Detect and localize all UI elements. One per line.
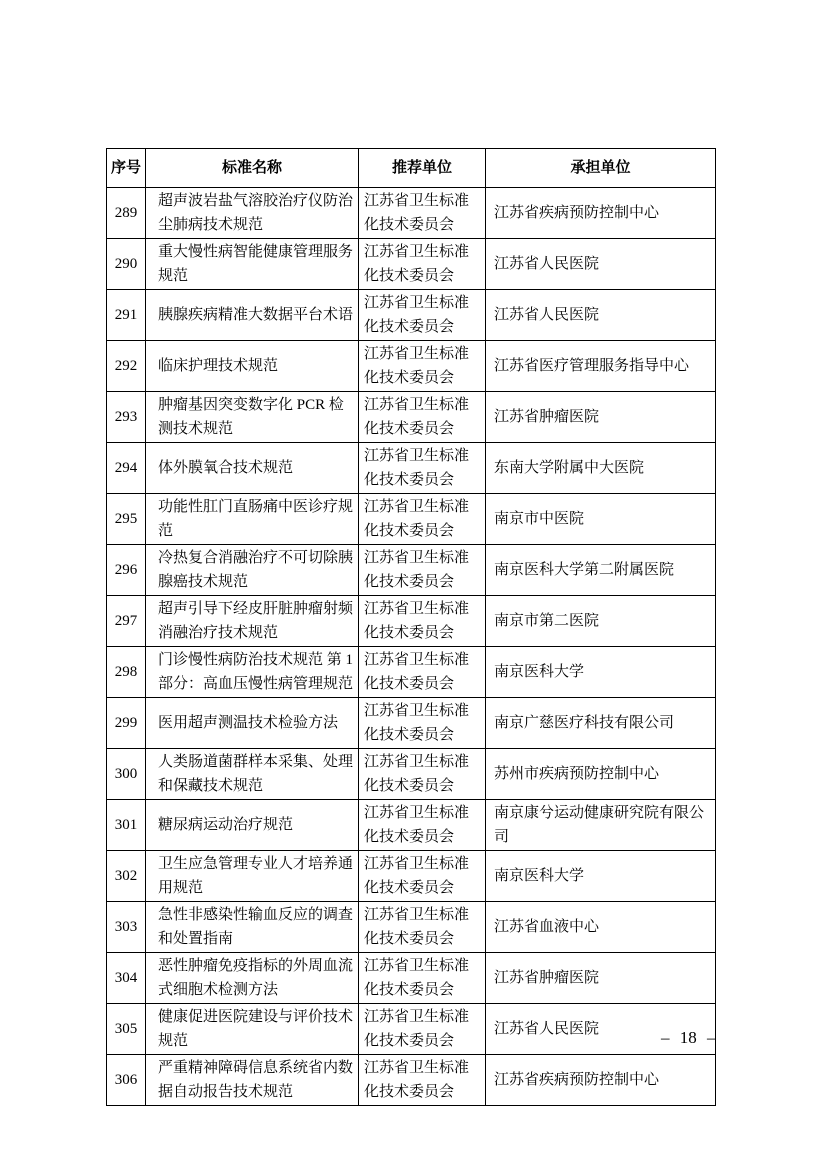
table-row — [107, 392, 716, 443]
cell-undertaking-unit: 江苏省血液中心 — [486, 902, 716, 953]
cell-serial-number: 304 — [107, 953, 146, 1004]
table-row — [107, 239, 716, 290]
cell-standard-name: 肿瘤基因突变数字化 PCR 检测技术规范 — [146, 392, 359, 443]
header-serial-number: 序号 — [107, 149, 146, 188]
cell-standard-name: 严重精神障碍信息系统省内数据自动报告技术规范 — [146, 1055, 359, 1106]
table-row — [107, 290, 716, 341]
cell-recommending-unit: 江苏省卫生标准化技术委员会 — [359, 443, 486, 494]
page-number: – 18 – — [661, 1028, 716, 1047]
table-row — [107, 800, 716, 851]
cell-standard-name: 人类肠道菌群样本采集、处理和保藏技术规范 — [146, 749, 359, 800]
cell-undertaking-unit: 江苏省人民医院 — [486, 1004, 716, 1055]
table-row — [107, 698, 716, 749]
cell-standard-name: 门诊慢性病防治技术规范 第 1 部分：高血压慢性病管理规范 — [146, 647, 359, 698]
table-row — [107, 902, 716, 953]
cell-standard-name: 恶性肿瘤免疫指标的外周血流式细胞术检测方法 — [146, 953, 359, 1004]
cell-undertaking-unit: 南京市第二医院 — [486, 596, 716, 647]
cell-serial-number: 291 — [107, 290, 146, 341]
cell-recommending-unit: 江苏省卫生标准化技术委员会 — [359, 392, 486, 443]
table-row — [107, 851, 716, 902]
cell-undertaking-unit: 江苏省人民医院 — [486, 290, 716, 341]
cell-recommending-unit: 江苏省卫生标准化技术委员会 — [359, 800, 486, 851]
cell-undertaking-unit: 江苏省疾病预防控制中心 — [486, 188, 716, 239]
cell-serial-number: 305 — [107, 1004, 146, 1055]
cell-standard-name: 急性非感染性输血反应的调查和处置指南 — [146, 902, 359, 953]
cell-serial-number: 289 — [107, 188, 146, 239]
cell-serial-number: 293 — [107, 392, 146, 443]
table-row — [107, 188, 716, 239]
cell-recommending-unit: 江苏省卫生标准化技术委员会 — [359, 494, 486, 545]
standards-table — [106, 148, 716, 1106]
table-row — [107, 953, 716, 1004]
cell-undertaking-unit: 东南大学附属中大医院 — [486, 443, 716, 494]
cell-standard-name: 医用超声测温技术检验方法 — [146, 698, 359, 749]
cell-serial-number: 294 — [107, 443, 146, 494]
cell-undertaking-unit: 江苏省疾病预防控制中心 — [486, 1055, 716, 1106]
cell-serial-number: 290 — [107, 239, 146, 290]
cell-recommending-unit: 江苏省卫生标准化技术委员会 — [359, 290, 486, 341]
cell-standard-name: 临床护理技术规范 — [146, 341, 359, 392]
cell-undertaking-unit: 南京广慈医疗科技有限公司 — [486, 698, 716, 749]
table-row — [107, 494, 716, 545]
cell-serial-number: 301 — [107, 800, 146, 851]
cell-undertaking-unit: 江苏省肿瘤医院 — [486, 953, 716, 1004]
cell-undertaking-unit: 南京医科大学 — [486, 647, 716, 698]
cell-standard-name: 超声引导下经皮肝脏肿瘤射频消融治疗技术规范 — [146, 596, 359, 647]
cell-standard-name: 胰腺疾病精准大数据平台术语 — [146, 290, 359, 341]
cell-recommending-unit: 江苏省卫生标准化技术委员会 — [359, 953, 486, 1004]
table-body — [107, 188, 716, 1106]
cell-standard-name: 超声波岩盐气溶胶治疗仪防治尘肺病技术规范 — [146, 188, 359, 239]
table-row — [107, 341, 716, 392]
cell-undertaking-unit: 南京市中医院 — [486, 494, 716, 545]
cell-standard-name: 健康促进医院建设与评价技术规范 — [146, 1004, 359, 1055]
cell-undertaking-unit: 江苏省肿瘤医院 — [486, 392, 716, 443]
cell-serial-number: 302 — [107, 851, 146, 902]
table-row — [107, 1004, 716, 1055]
cell-serial-number: 296 — [107, 545, 146, 596]
cell-recommending-unit: 江苏省卫生标准化技术委员会 — [359, 341, 486, 392]
cell-standard-name: 功能性肛门直肠痛中医诊疗规范 — [146, 494, 359, 545]
cell-undertaking-unit: 江苏省人民医院 — [486, 239, 716, 290]
cell-recommending-unit: 江苏省卫生标准化技术委员会 — [359, 188, 486, 239]
cell-serial-number: 295 — [107, 494, 146, 545]
cell-serial-number: 297 — [107, 596, 146, 647]
cell-standard-name: 重大慢性病智能健康管理服务规范 — [146, 239, 359, 290]
header-recommending-unit: 推荐单位 — [359, 149, 486, 188]
cell-undertaking-unit: 南京医科大学 — [486, 851, 716, 902]
cell-standard-name: 糖尿病运动治疗规范 — [146, 800, 359, 851]
cell-recommending-unit: 江苏省卫生标准化技术委员会 — [359, 545, 486, 596]
table-header — [107, 149, 716, 188]
cell-undertaking-unit: 南京康兮运动健康研究院有限公司 — [486, 800, 716, 851]
cell-standard-name: 体外膜氧合技术规范 — [146, 443, 359, 494]
header-standard-name: 标准名称 — [146, 149, 359, 188]
table-row — [107, 1055, 716, 1106]
cell-recommending-unit: 江苏省卫生标准化技术委员会 — [359, 596, 486, 647]
cell-undertaking-unit: 江苏省医疗管理服务指导中心 — [486, 341, 716, 392]
cell-recommending-unit: 江苏省卫生标准化技术委员会 — [359, 902, 486, 953]
table-row — [107, 443, 716, 494]
cell-undertaking-unit: 南京医科大学第二附属医院 — [486, 545, 716, 596]
cell-standard-name: 冷热复合消融治疗不可切除胰腺癌技术规范 — [146, 545, 359, 596]
cell-undertaking-unit: 苏州市疾病预防控制中心 — [486, 749, 716, 800]
cell-serial-number: 292 — [107, 341, 146, 392]
table-row — [107, 545, 716, 596]
cell-serial-number: 298 — [107, 647, 146, 698]
header-undertaking-unit: 承担单位 — [486, 149, 716, 188]
cell-recommending-unit: 江苏省卫生标准化技术委员会 — [359, 1055, 486, 1106]
table-row — [107, 647, 716, 698]
table-row — [107, 749, 716, 800]
cell-serial-number: 299 — [107, 698, 146, 749]
cell-serial-number: 300 — [107, 749, 146, 800]
cell-recommending-unit: 江苏省卫生标准化技术委员会 — [359, 239, 486, 290]
cell-serial-number: 303 — [107, 902, 146, 953]
table-header-row — [107, 149, 716, 188]
cell-standard-name: 卫生应急管理专业人才培养通用规范 — [146, 851, 359, 902]
cell-recommending-unit: 江苏省卫生标准化技术委员会 — [359, 851, 486, 902]
cell-recommending-unit: 江苏省卫生标准化技术委员会 — [359, 749, 486, 800]
table-row — [107, 596, 716, 647]
cell-recommending-unit: 江苏省卫生标准化技术委员会 — [359, 647, 486, 698]
cell-serial-number: 306 — [107, 1055, 146, 1106]
cell-recommending-unit: 江苏省卫生标准化技术委员会 — [359, 1004, 486, 1055]
cell-recommending-unit: 江苏省卫生标准化技术委员会 — [359, 698, 486, 749]
